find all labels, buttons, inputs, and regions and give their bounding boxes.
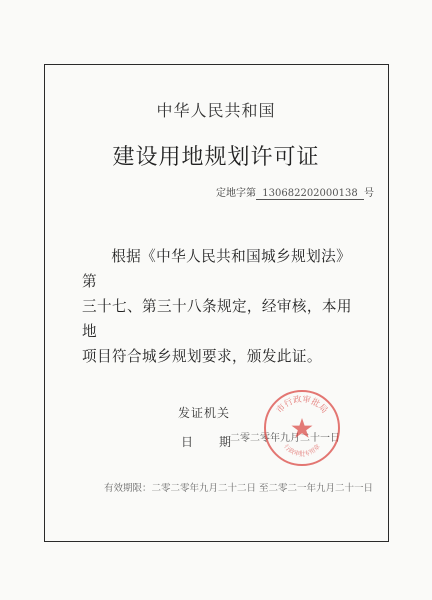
body-line: 根据《中华人民共和国城乡规划法》第 (82, 248, 352, 290)
date-label (181, 433, 231, 450)
body-line: 三十七、第三十八条规定，经审核，本用地 (82, 298, 352, 340)
official-seal-stamp (262, 388, 342, 468)
star-icon (292, 418, 313, 438)
date-label-char-1: 日 (181, 435, 194, 449)
issue-date: 二零二零年九月二十一日 (230, 433, 340, 444)
date-label-char-2: 期 (219, 435, 232, 449)
seal-top-text: 市行政审批局 (274, 394, 330, 416)
certificate-body (82, 244, 360, 369)
certificate-number-line (216, 184, 374, 200)
certificate-number-suffix: 号 (364, 188, 374, 199)
issuer-label: 发证机关 (178, 406, 231, 420)
certificate-number: 130682202000138 (256, 188, 364, 200)
country-name: 中华人民共和国 (156, 101, 276, 120)
svg-text:行政审批专用章 (282, 443, 321, 458)
certificate-number-prefix: 定地字第 (216, 188, 256, 199)
validity-period: 有效期限：二零二零年九月二十二日 至二零二一年九月二十一日 (104, 483, 374, 494)
seal-bottom-text: 行政审批专用章 (282, 443, 322, 458)
body-line: 项目符合城乡规划要求，颁发此证。 (82, 348, 322, 365)
certificate-title: 建设用地规划许可证 (112, 145, 320, 170)
